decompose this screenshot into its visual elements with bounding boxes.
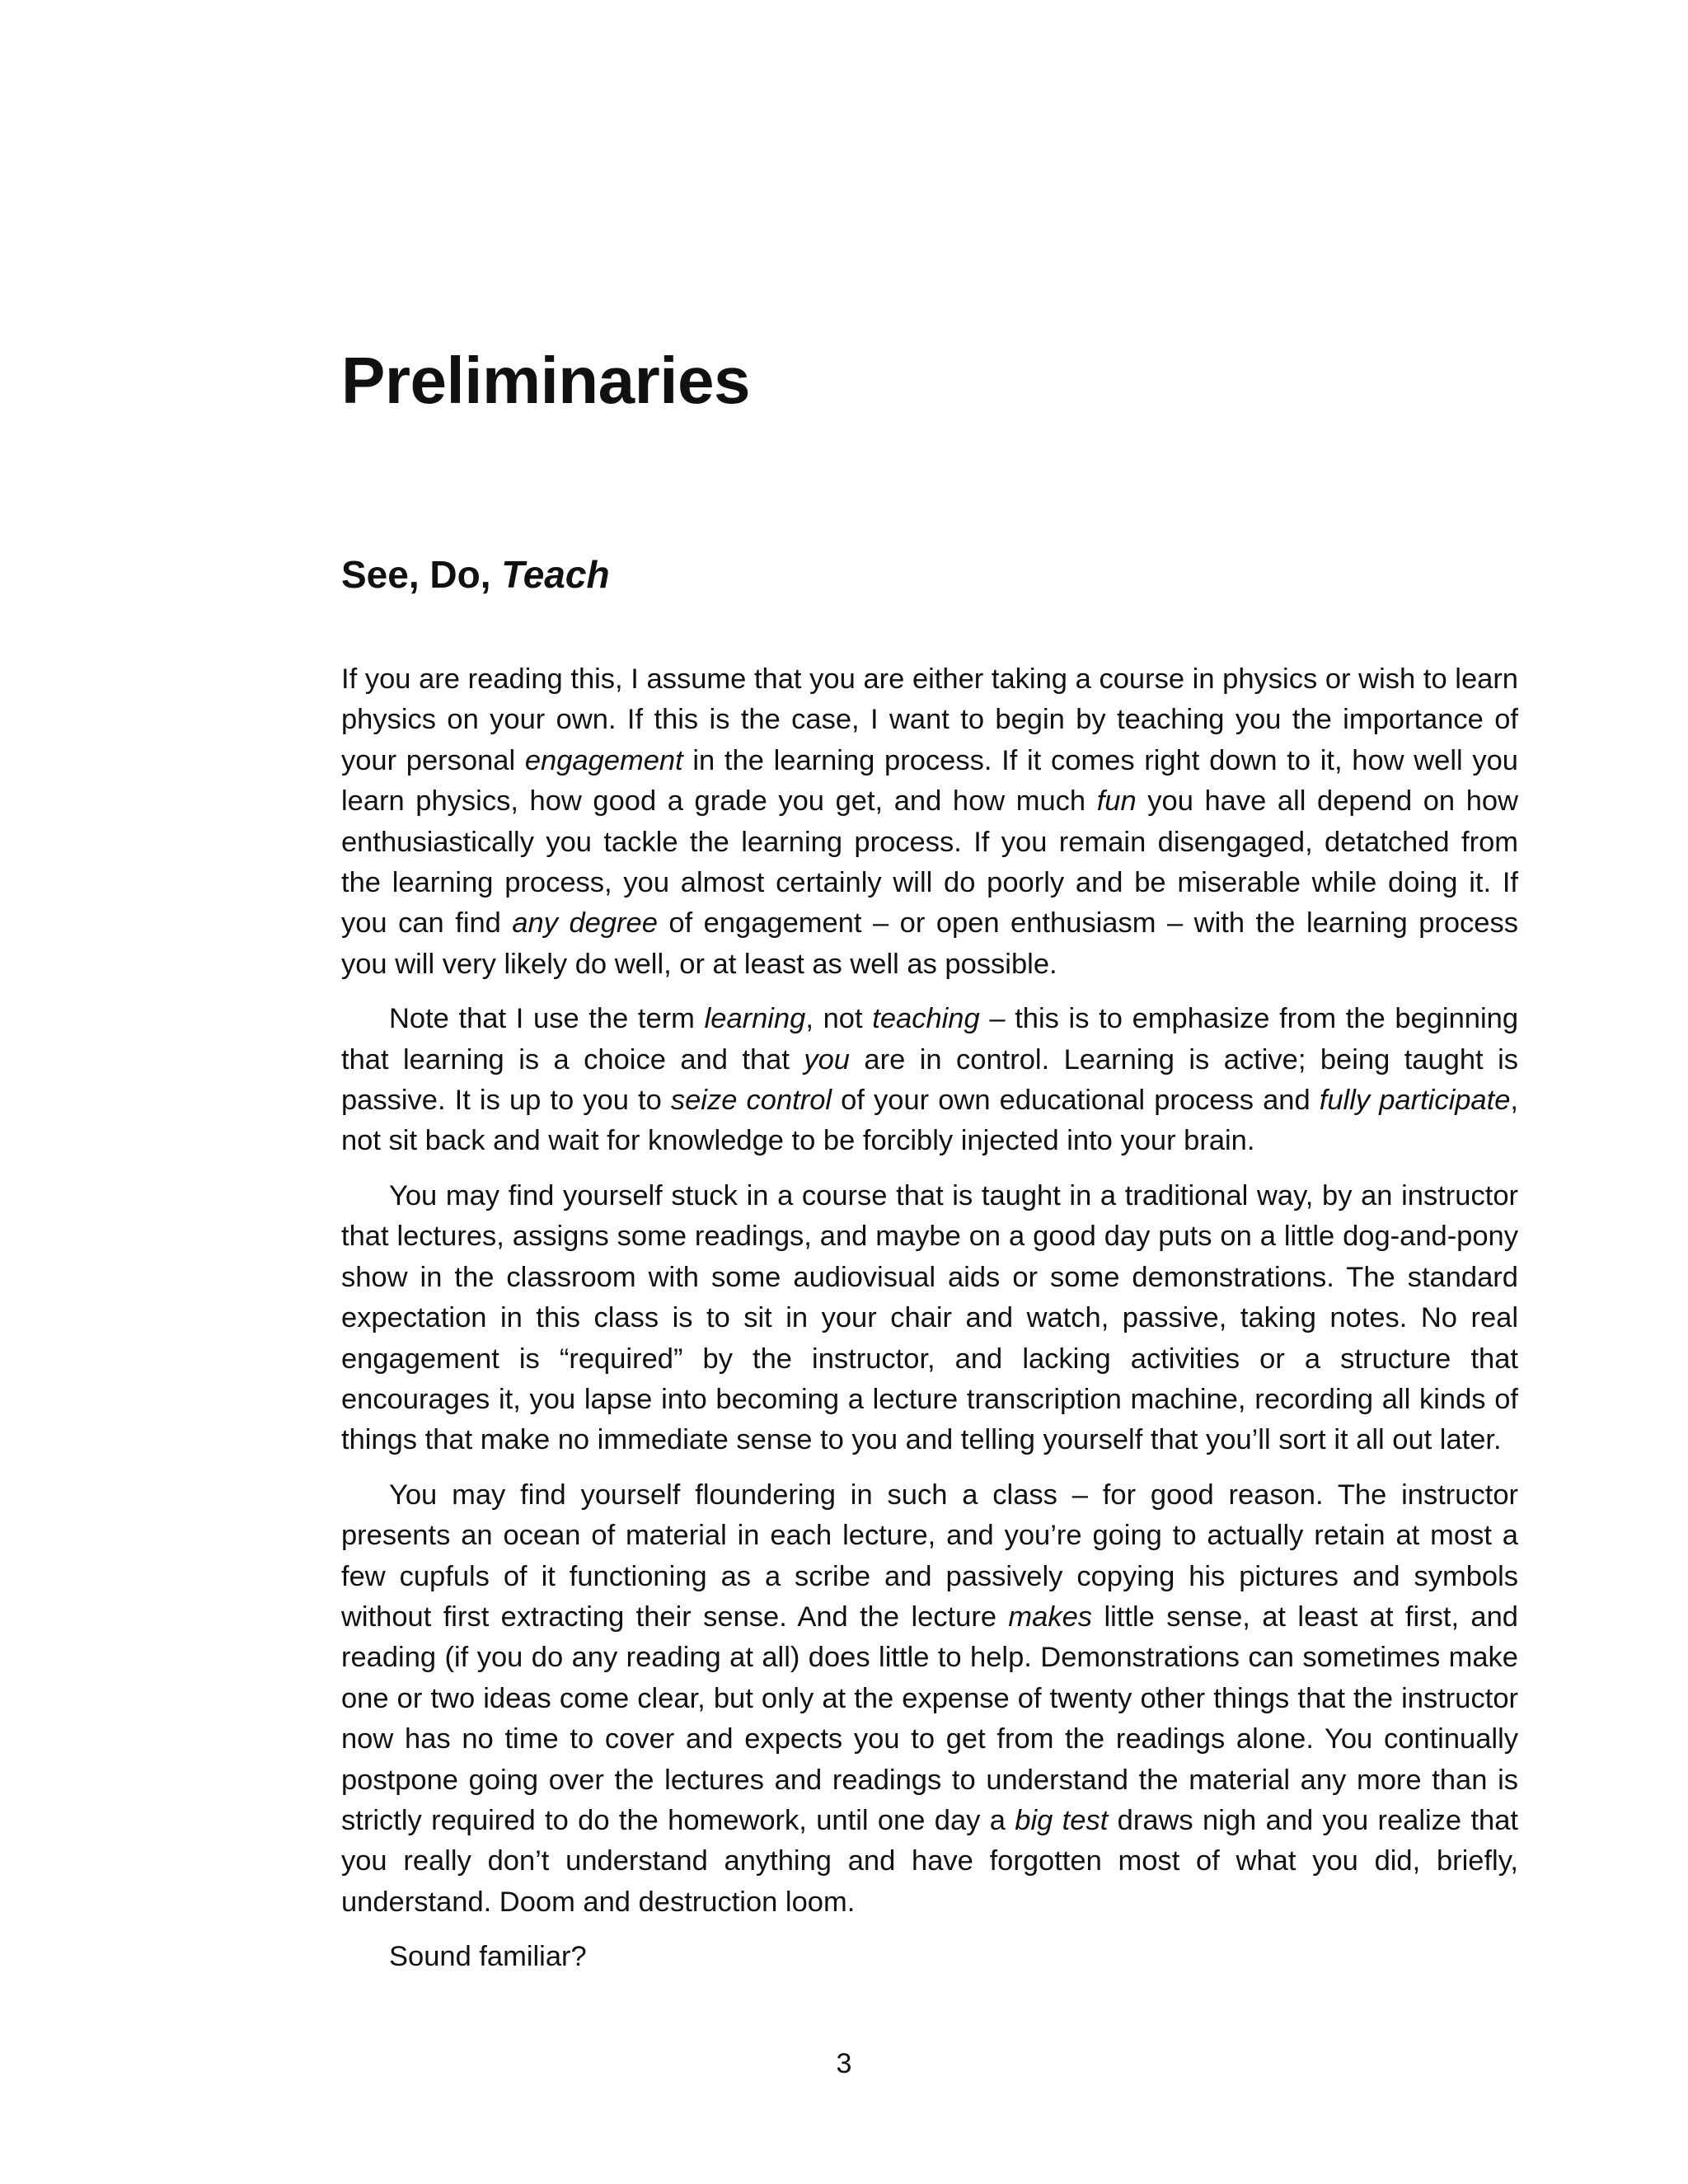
paragraph-5 xyxy=(341,1937,1518,1977)
text-run: Note that I use the term xyxy=(389,1003,705,1035)
emphasis: engagement xyxy=(524,744,683,776)
paragraph-2 xyxy=(341,999,1518,1162)
text-run: of your own educational process and xyxy=(832,1085,1320,1117)
text-run: you have all depend on how enthusiastically you tackle the learning process. If you remain disengaged, detatched from the learning process, you almost certainly will do poorly and be miserable while doing it. If you can find xyxy=(341,785,1518,940)
emphasis: big test xyxy=(1015,1804,1109,1836)
section-title-emphasis: Teach xyxy=(501,553,610,596)
text-run: of engagement – or open enthusiasm – with the learning process you will very likely do well, or at least as well as possible. xyxy=(341,907,1518,980)
text-run: , not sit back and wait for knowledge to be forcibly injected into your brain. xyxy=(341,1085,1518,1157)
text-run: – this is to emphasize from the beginning that learning is a choice and that xyxy=(341,1003,1519,1076)
body-text xyxy=(341,659,1518,1992)
text-run: Sound familiar? xyxy=(389,1941,587,1973)
text-run: draws nigh and you realize that you really don’t understand anything and have forgotten most of what you did, briefly, understand. Doom and destruction loom. xyxy=(341,1804,1518,1918)
emphasis: makes xyxy=(1008,1601,1093,1633)
emphasis: teaching xyxy=(872,1003,980,1035)
text-run: , not xyxy=(805,1003,873,1035)
emphasis: any degree xyxy=(512,907,658,940)
chapter-title: Preliminaries xyxy=(341,344,750,417)
emphasis: learning xyxy=(704,1003,806,1035)
emphasis: you xyxy=(804,1043,850,1076)
page-number: 3 xyxy=(836,2048,852,2079)
emphasis: seize control xyxy=(670,1085,832,1117)
text-run: If you are reading this, I assume that you are either taking a course in physics or wish to learn physics on your own. If this is the case, I want to begin by teaching you the importance of your personal xyxy=(341,663,1518,776)
text-run: are in control. Learning is active; being taught is passive. It is up to you to xyxy=(341,1043,1518,1117)
emphasis: fun xyxy=(1096,785,1137,818)
paragraph-3 xyxy=(341,1176,1518,1461)
paragraph-4 xyxy=(341,1475,1518,1923)
text-run: little sense, at least at first, and reading (if you do any reading at all) does little to help. Demonstrations can sometimes make one or two ideas come clear, but only at the expense of twenty other things that the instructor now has no time to cover and expects you to get from the readings alone. You continually postpone going over the lectures and readings to understand the material any more than is strictly required to do the homework, until one day a xyxy=(341,1601,1518,1836)
emphasis: fully participate xyxy=(1319,1085,1511,1117)
paragraph-1 xyxy=(341,659,1518,985)
text-run: You may find yourself stuck in a course that is taught in a traditional way, by an instructor that lectures, assigns some readings, and maybe on a good day puts on a little dog-and-pony show in the classroom with some audiovisual aids or some demonstrations. The standard expectation in this class is to sit in your chair and watch, passive, taking notes. No real engagement is “required” by the instructor, and lacking activities or a structure that encourages it, you lapse into becoming a lecture transcription machine, recording all kinds of things that make no immediate sense to you and telling yourself that you’ll sort it all out later. xyxy=(341,1179,1518,1456)
section-title-plain: See, Do, xyxy=(341,553,502,596)
text-run: You may find yourself floundering in such a class – for good reason. The instructor presents an ocean of material in each lecture, and you’re going to actually retain at most a few cupfuls of it functioning as a scribe and passively copying his pictures and symbols without first extracting their sense. And the lecture xyxy=(341,1479,1518,1633)
section-title xyxy=(341,552,610,598)
text-run: in the learning process. If it comes right down to it, how well you learn physics, how good a grade you get, and how much xyxy=(341,744,1518,818)
